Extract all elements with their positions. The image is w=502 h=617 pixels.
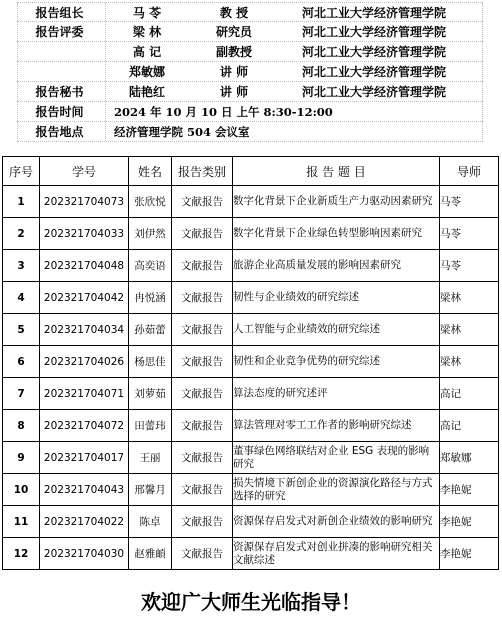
header-title: 报 告 题 目 <box>233 157 440 186</box>
header-student-id: 学号 <box>40 157 129 186</box>
report-time: 2024 年 10 月 10 日 上午 8:30-12:00 <box>114 104 333 119</box>
student-id: 202321704071 <box>40 378 129 410</box>
place-label: 报告地点 <box>35 125 84 139</box>
secretary-label: 报告秘书 <box>35 85 84 99</box>
report-title: 资源保存启发式对新创企业绩效的影响研究 <box>233 506 440 538</box>
row-number: 5 <box>3 314 40 346</box>
report-type: 文献报告 <box>172 186 233 218</box>
student-id: 202321704043 <box>40 474 129 506</box>
supervisor: 梁林 <box>440 346 499 378</box>
supervisor: 郑敏娜 <box>440 442 499 474</box>
table-header-row <box>3 157 499 186</box>
row-number: 7 <box>3 378 40 410</box>
supervisor: 李艳妮 <box>440 538 499 570</box>
report-type: 文献报告 <box>172 282 233 314</box>
judge-unit: 河北工业大学经济管理学院 <box>302 65 447 79</box>
supervisor: 马苓 <box>440 250 499 282</box>
table-row <box>3 218 499 250</box>
table-row <box>3 186 499 218</box>
table-row <box>3 378 499 410</box>
secretary-unit: 河北工业大学经济管理学院 <box>302 85 447 99</box>
report-type: 文献报告 <box>172 250 233 282</box>
row-number: 11 <box>3 506 40 538</box>
table-row <box>3 314 499 346</box>
info-row-place <box>17 122 483 142</box>
student-id: 202321704017 <box>40 442 129 474</box>
report-type: 文献报告 <box>172 218 233 250</box>
info-table <box>17 2 483 142</box>
leader-title: 教 授 <box>219 5 249 20</box>
judge-name: 高 记 <box>132 45 162 59</box>
supervisor: 马苓 <box>440 186 499 218</box>
judge-unit: 河北工业大学经济管理学院 <box>302 25 447 39</box>
student-id: 202321704022 <box>40 506 129 538</box>
judge-name: 梁 林 <box>132 25 162 39</box>
judge-name: 郑敏娜 <box>128 65 165 79</box>
student-name: 田蕾玮 <box>129 410 172 442</box>
report-title: 数字化背景下企业新质生产力驱动因素研究 <box>233 186 440 218</box>
table-row <box>3 442 499 474</box>
row-number: 1 <box>3 186 40 218</box>
report-title: 算法态度的研究述评 <box>233 378 440 410</box>
table-row <box>3 250 499 282</box>
report-type: 文献报告 <box>172 506 233 538</box>
report-title: 旅游企业高质量发展的影响因素研究 <box>233 250 440 282</box>
report-place: 经济管理学院 504 会议室 <box>114 124 250 139</box>
supervisor: 马苓 <box>440 218 499 250</box>
row-number: 2 <box>3 218 40 250</box>
supervisor: 李艳妮 <box>440 506 499 538</box>
row-number: 12 <box>3 538 40 570</box>
table-row <box>3 410 499 442</box>
table-row <box>3 282 499 314</box>
student-id: 202321704073 <box>40 186 129 218</box>
welcome-footer: 欢迎广大师生光临指导！ <box>141 590 361 614</box>
leader-name: 马 苓 <box>132 5 162 20</box>
row-number: 3 <box>3 250 40 282</box>
report-title: 人工智能与企业绩效的研究综述 <box>233 314 440 346</box>
report-title: 资源保存启发式对创业拼凑的影响研究相关文献综述 <box>233 538 440 570</box>
report-type: 文献报告 <box>172 410 233 442</box>
judge-title: 研究员 <box>215 25 252 39</box>
student-name: 陈卓 <box>129 506 172 538</box>
info-row-secretary <box>17 82 483 102</box>
supervisor: 李艳妮 <box>440 474 499 506</box>
student-name: 张欣悦 <box>129 186 172 218</box>
report-title: 算法管理对零工工作者的影响研究综述 <box>233 410 440 442</box>
table-row <box>3 506 499 538</box>
student-name: 冉悦涵 <box>129 282 172 314</box>
student-id: 202321704026 <box>40 346 129 378</box>
schedule-table <box>2 156 499 570</box>
supervisor: 高记 <box>440 410 499 442</box>
student-name: 赵雅頔 <box>129 538 172 570</box>
judge-title: 讲 师 <box>219 65 249 79</box>
report-title: 数字化背景下企业绿色转型影响因素研究 <box>233 218 440 250</box>
report-type: 文献报告 <box>172 346 233 378</box>
judge-title: 副教授 <box>215 45 252 59</box>
leader-label: 报告组长 <box>35 5 84 20</box>
header-no: 序号 <box>3 157 40 186</box>
student-name: 邢馨月 <box>129 474 172 506</box>
report-title: 韧性和企业竞争优势的研究综述 <box>233 346 440 378</box>
student-id: 202321704042 <box>40 282 129 314</box>
row-number: 8 <box>3 410 40 442</box>
row-number: 6 <box>3 346 40 378</box>
report-type: 文献报告 <box>172 474 233 506</box>
student-id: 202321704072 <box>40 410 129 442</box>
secretary-title: 讲 师 <box>219 85 249 99</box>
report-type: 文献报告 <box>172 314 233 346</box>
row-number: 4 <box>3 282 40 314</box>
table-row <box>3 474 499 506</box>
report-type: 文献报告 <box>172 378 233 410</box>
student-name: 孙茹蕾 <box>129 314 172 346</box>
time-label: 报告时间 <box>35 105 84 119</box>
supervisor: 梁林 <box>440 314 499 346</box>
supervisor: 高记 <box>440 378 499 410</box>
report-type: 文献报告 <box>172 442 233 474</box>
table-row <box>3 538 499 570</box>
table-row <box>3 346 499 378</box>
report-type: 文献报告 <box>172 538 233 570</box>
header-type: 报告类别 <box>172 157 233 186</box>
row-number: 9 <box>3 442 40 474</box>
student-name: 高奕语 <box>129 250 172 282</box>
header-name: 姓名 <box>129 157 172 186</box>
student-id: 202321704030 <box>40 538 129 570</box>
student-id: 202321704033 <box>40 218 129 250</box>
student-id: 202321704048 <box>40 250 129 282</box>
report-title: 韧性与企业绩效的研究综述 <box>233 282 440 314</box>
student-name: 王丽 <box>129 442 172 474</box>
info-row-leader <box>17 2 483 22</box>
info-row-time <box>17 102 483 122</box>
info-row-judge-2 <box>17 42 483 62</box>
leader-unit: 河北工业大学经济管理学院 <box>302 5 447 20</box>
info-row-judge-3 <box>17 62 483 82</box>
judges-label: 报告评委 <box>35 25 84 39</box>
supervisor: 梁林 <box>440 282 499 314</box>
header-supervisor: 导师 <box>440 157 499 186</box>
judge-unit: 河北工业大学经济管理学院 <box>302 45 447 59</box>
student-name: 刘伊然 <box>129 218 172 250</box>
student-name: 杨思佳 <box>129 346 172 378</box>
secretary-name: 陆艳红 <box>128 85 165 99</box>
student-id: 202321704034 <box>40 314 129 346</box>
info-row-judge-1 <box>17 22 483 42</box>
row-number: 10 <box>3 474 40 506</box>
report-title: 董事绿色网络联结对企业 ESG 表现的影响研究 <box>233 442 440 474</box>
report-title: 损失情境下新创企业的资源演化路径与方式选择的研究 <box>233 474 440 506</box>
student-name: 刘萝茹 <box>129 378 172 410</box>
